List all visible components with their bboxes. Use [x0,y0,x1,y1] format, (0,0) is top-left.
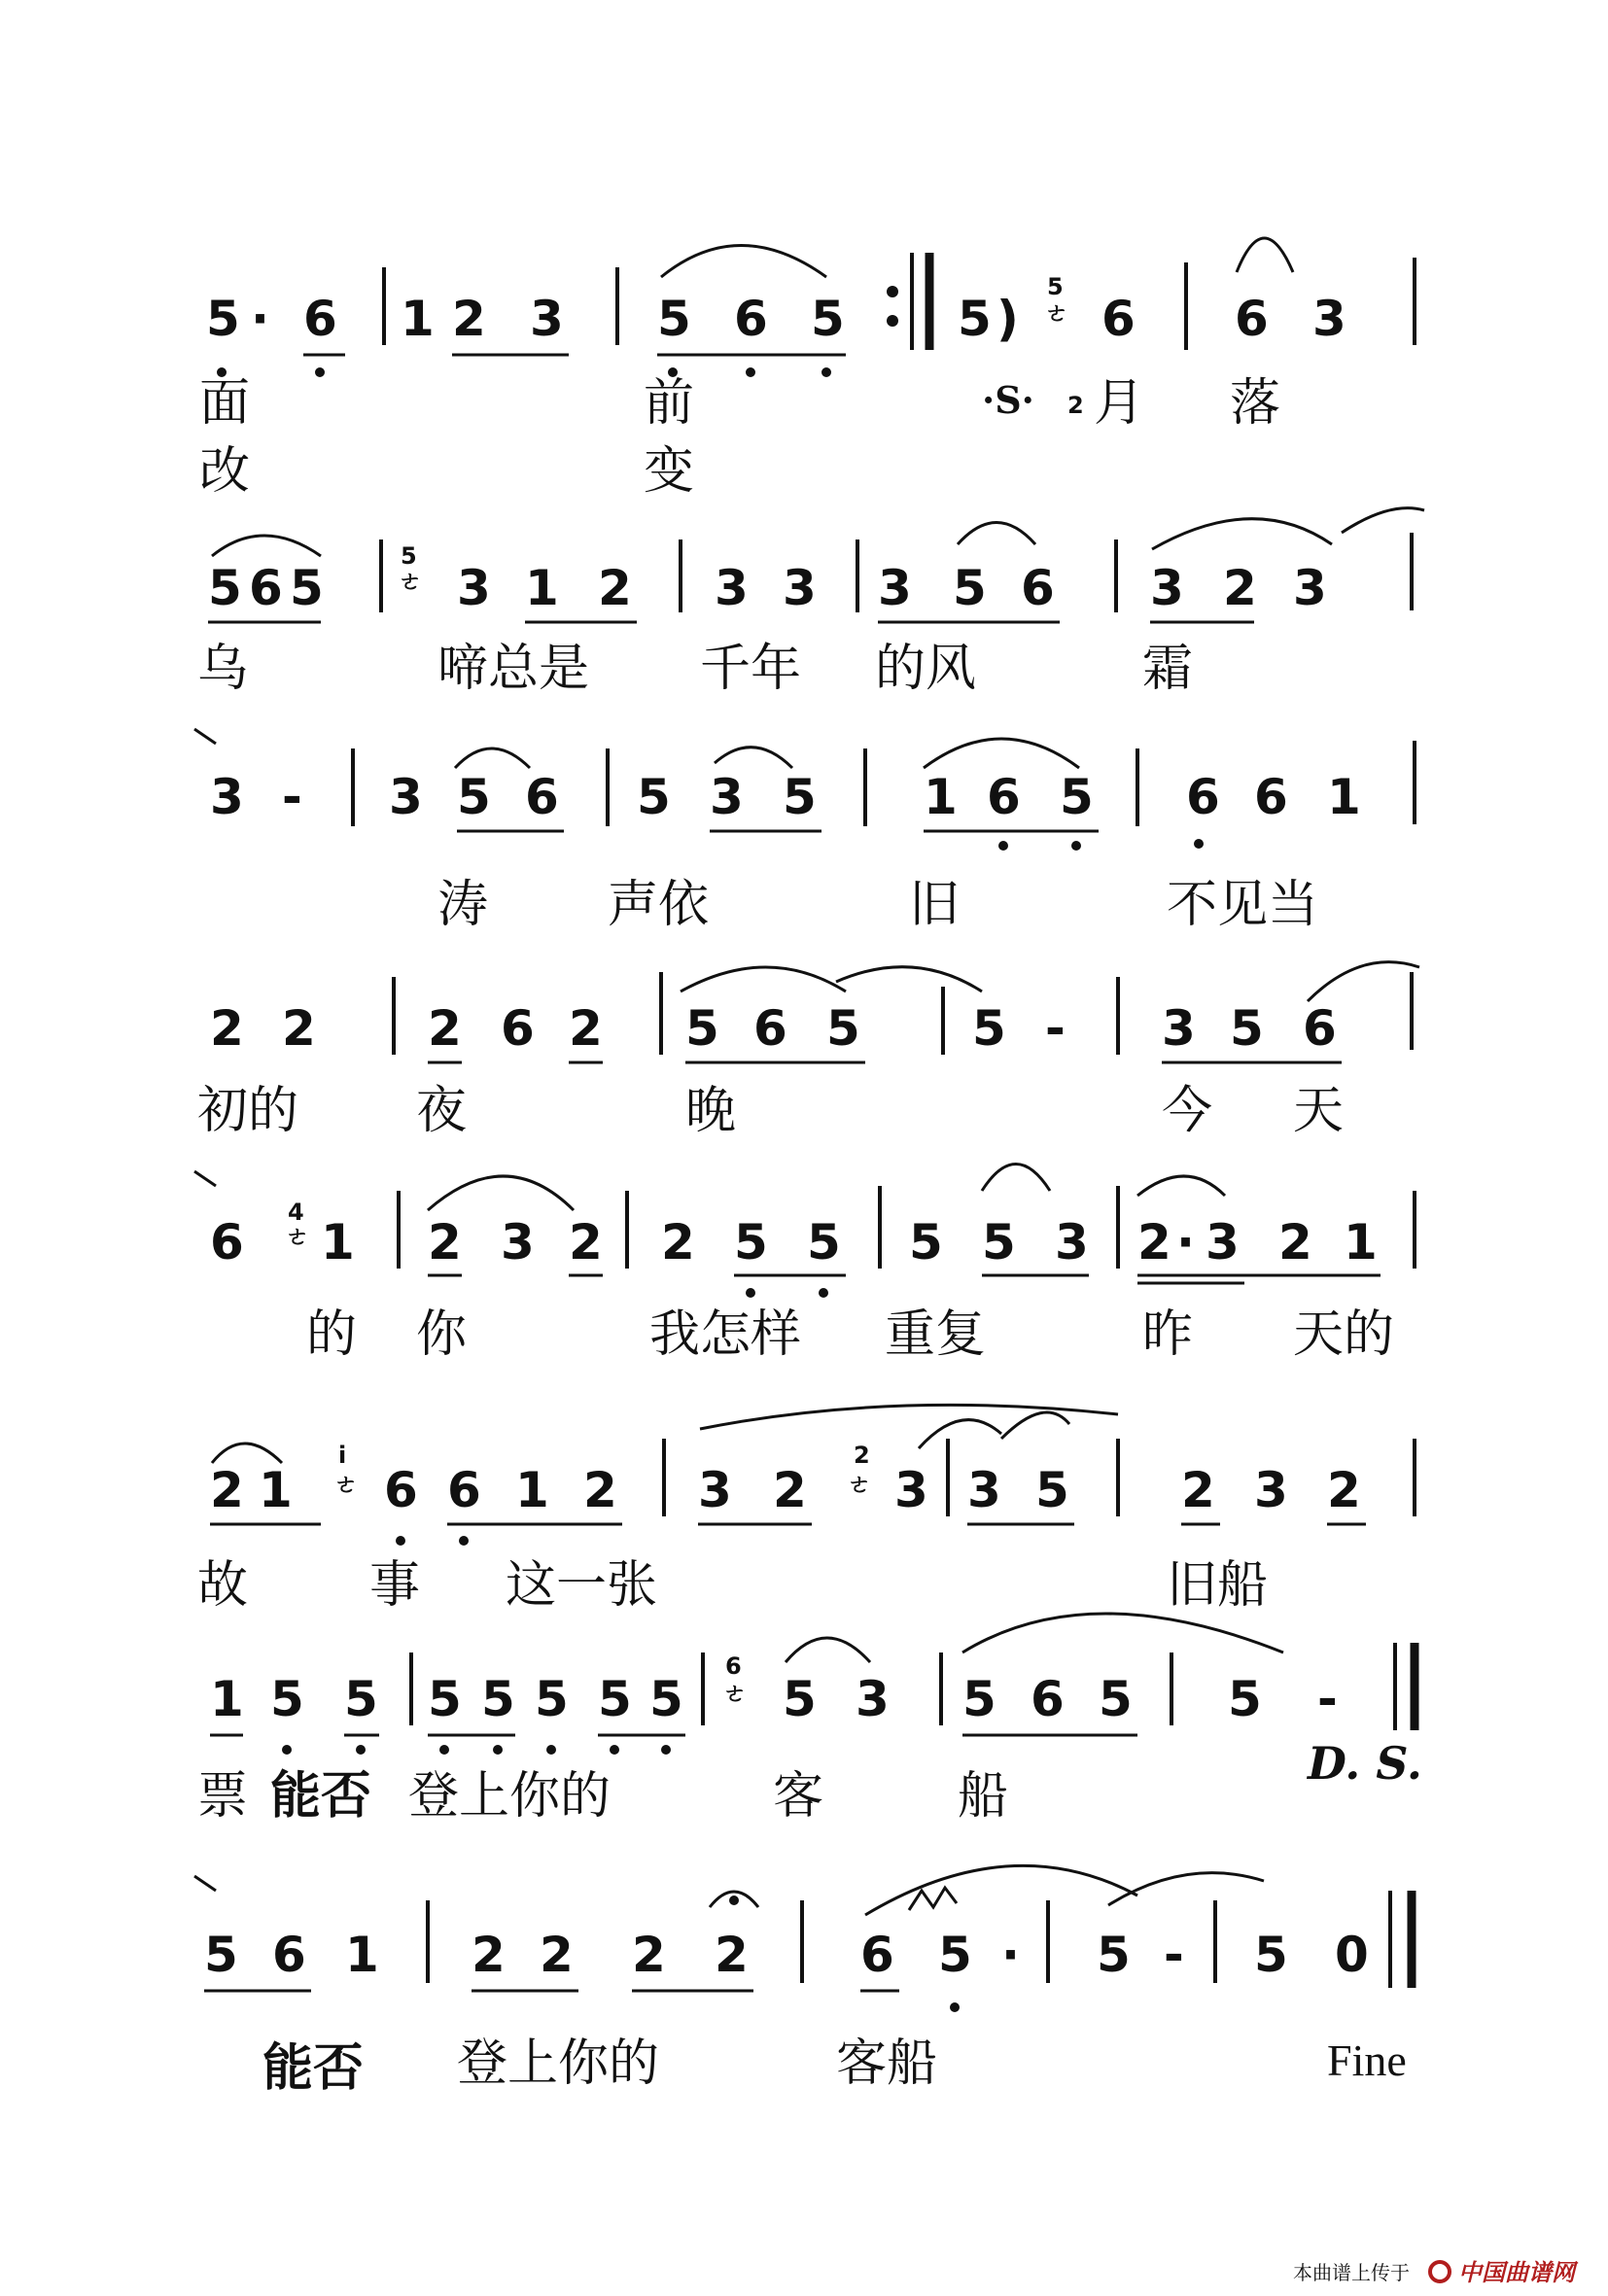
lyric: 晚 [685,1082,737,1140]
note: 3 [878,560,912,616]
note: 5 [344,1671,378,1727]
note: 6 [272,1927,306,1983]
note: 2 [1223,560,1257,616]
note: 6 [987,769,1021,825]
note: 1 [210,1671,244,1727]
lyric: 天 [1293,1082,1345,1140]
lyric: 我怎样 [649,1305,802,1364]
lyric: 乌 [197,640,249,698]
note: 1 [321,1214,355,1270]
lyric: 昨 [1142,1305,1194,1364]
system-7 [197,1614,1422,1826]
note: 2 [661,1214,695,1270]
note: 5 [783,769,817,825]
note: 5 [807,1214,841,1270]
lyric: 啼总是 [437,640,590,698]
note: 5 [909,1214,943,1270]
lyric: 登上你的 [457,2035,660,2093]
lyric: 这一张 [506,1556,658,1615]
note: 6 [1186,769,1220,825]
note: 6 [753,1000,787,1057]
note: 5 [962,1671,996,1727]
grace-note: 4 [288,1199,304,1226]
lyric: 面 [199,374,251,433]
note: 1 [345,1927,379,1983]
fine-mark: Fine [1327,2035,1407,2085]
footer [1293,2259,1579,2286]
note: 5 [953,560,987,616]
lyric: 能否 [262,2039,365,2098]
note: 2 [540,1927,574,1983]
note: 3 [1293,560,1327,616]
note: 5 [1097,1927,1131,1983]
note: 1 [525,560,559,616]
site-logo-icon [1430,2262,1450,2281]
note: 5 [1230,1000,1264,1057]
note: 5 [938,1927,972,1983]
note: 2 [282,1000,316,1057]
note: 1 [401,291,435,347]
note: 3 [457,560,491,616]
note: ) [996,291,1019,347]
grace-hook: ㄜ [334,1471,358,1498]
note: 2 [583,1462,617,1518]
note: 6 [249,560,283,616]
grace-hook: ㄜ [399,568,422,595]
lyric: 月 [1094,374,1145,433]
note: 5 [972,1000,1006,1057]
dal-segno-mark: D. S. [1308,1737,1422,1790]
footer-site-name: 中国曲谱网 [1458,2259,1575,2286]
note-dot: · [251,291,269,347]
note: 2 [428,1000,462,1057]
lyric: 船 [958,1767,1009,1826]
note: 6 [860,1927,894,1983]
grace-hook: ㄜ [848,1471,871,1498]
note: 2 [210,1462,244,1518]
verse-number: 2 [1067,392,1084,419]
note: 5 [637,769,671,825]
note: 3 [710,769,744,825]
system-8 [194,1865,1412,2098]
system-2 [197,508,1424,698]
grace-hook: ㄜ [723,1680,747,1707]
lyric: 重复 [885,1305,987,1364]
note: 5 [1060,769,1094,825]
note: · [1176,1214,1195,1270]
note: 5 [208,560,242,616]
lyric: 初的 [197,1082,299,1140]
note: 2 [773,1462,807,1518]
note: 6 [734,291,768,347]
note: 3 [698,1462,732,1518]
note: 2 [1137,1214,1171,1270]
lyric: 天的 [1293,1305,1395,1364]
note: 2 [598,560,632,616]
note: 6 [1101,291,1136,347]
note: 5 [290,560,324,616]
note: 5 [657,291,691,347]
lyric: 千年 [700,640,802,698]
note: 2 [569,1214,603,1270]
grace-hook: ㄜ [286,1223,309,1250]
lyric: 登上你的 [408,1767,612,1826]
lyric: 事 [369,1556,421,1615]
note: 0 [1335,1927,1369,1983]
lyric: 故 [197,1556,249,1615]
note: - [1317,1671,1338,1727]
lyric: 票 [197,1767,249,1826]
note: 3 [1206,1214,1240,1270]
grace-note: 2 [854,1442,870,1469]
lyric: 声依 [608,876,710,934]
note: 5 [958,291,992,347]
lyric: 涛 [437,876,489,934]
note: 5 [535,1671,569,1727]
lyric: 的风 [875,640,977,698]
note: 5 [783,1671,817,1727]
note: 3 [856,1671,890,1727]
grace-note: 5 [401,542,417,570]
note: · [1001,1927,1020,1983]
note: 6 [501,1000,535,1057]
note: 3 [894,1462,928,1518]
note: 2 [210,1000,244,1057]
lyric: 旧 [909,876,961,934]
note: - [1164,1927,1184,1983]
note: 3 [1254,1462,1288,1518]
note: 5 [1099,1671,1133,1727]
grace-note: i [338,1442,347,1469]
note: 5 [685,1000,719,1057]
grace-note: 5 [1047,273,1064,300]
note: 6 [1021,560,1055,616]
note: 6 [447,1462,481,1518]
lyric: 的 [306,1305,358,1364]
note: 3 [1312,291,1346,347]
note: 5 [270,1671,304,1727]
note: - [1045,1000,1066,1057]
note: 2 [1278,1214,1312,1270]
note: 6 [384,1462,418,1518]
note: 3 [210,769,244,825]
note: 2 [428,1214,462,1270]
note: 3 [1055,1214,1089,1270]
lyric: 变 [644,442,695,501]
note: 3 [530,291,564,347]
note: 3 [501,1214,535,1270]
note: 5 [982,1214,1016,1270]
note: 5 [457,769,491,825]
lyric: 前 [644,374,695,433]
note: 3 [1150,560,1184,616]
note: 2 [569,1000,603,1057]
note: 1 [924,769,958,825]
note: 6 [525,769,559,825]
note: 2 [1327,1462,1361,1518]
lyric: 客 [773,1767,824,1826]
lyric: 今 [1162,1082,1213,1140]
lyric: 夜 [416,1082,468,1140]
note: 3 [389,769,423,825]
note: 1 [1327,769,1361,825]
note: 5 [1035,1462,1069,1518]
note: 3 [967,1462,1001,1518]
grace-note: 6 [725,1652,742,1680]
note: 2 [715,1927,749,1983]
note: 5 [1254,1927,1288,1983]
system-5 [194,1165,1415,1365]
system-1 [199,238,1415,501]
lyric: 霜 [1142,640,1194,698]
note: 5 [1228,1671,1262,1727]
note: 5 [206,291,240,347]
note: 1 [259,1462,293,1518]
lyric: 能否 [270,1767,372,1826]
note: - [282,769,302,825]
note: 5 [734,1214,768,1270]
lyric: 你 [416,1305,468,1364]
note: 5 [598,1671,632,1727]
system-3 [194,729,1415,934]
system-4 [197,962,1419,1140]
note: 5 [428,1671,462,1727]
system-6 [197,1405,1415,1615]
note: 6 [1303,1000,1337,1057]
note: 2 [632,1927,666,1983]
segno-sign: ·S· [982,378,1034,422]
note: 1 [515,1462,549,1518]
note: 5 [481,1671,515,1727]
note: 6 [210,1214,244,1270]
lyric: 不见当 [1167,876,1319,934]
note: 6 [1031,1671,1065,1727]
note: 5 [204,1927,238,1983]
note: 6 [1235,291,1269,347]
note: 5 [826,1000,860,1057]
note: 6 [1254,769,1288,825]
lyric: 改 [199,442,251,501]
footer-uploaded-text: 本曲谱上传于 [1293,2261,1410,2284]
grace-hook: ㄜ [1045,299,1068,327]
lyric: 落 [1230,374,1281,433]
lyric: 旧船 [1167,1556,1269,1615]
note: 2 [472,1927,506,1983]
note: 3 [1162,1000,1196,1057]
note: 1 [1344,1214,1378,1270]
note: 5 [649,1671,683,1727]
lyric: 客船 [836,2035,938,2093]
note: 6 [303,291,337,347]
note: 3 [715,560,749,616]
note: 5 [811,291,845,347]
note: 2 [452,291,486,347]
note: 3 [783,560,817,616]
note: 2 [1181,1462,1215,1518]
